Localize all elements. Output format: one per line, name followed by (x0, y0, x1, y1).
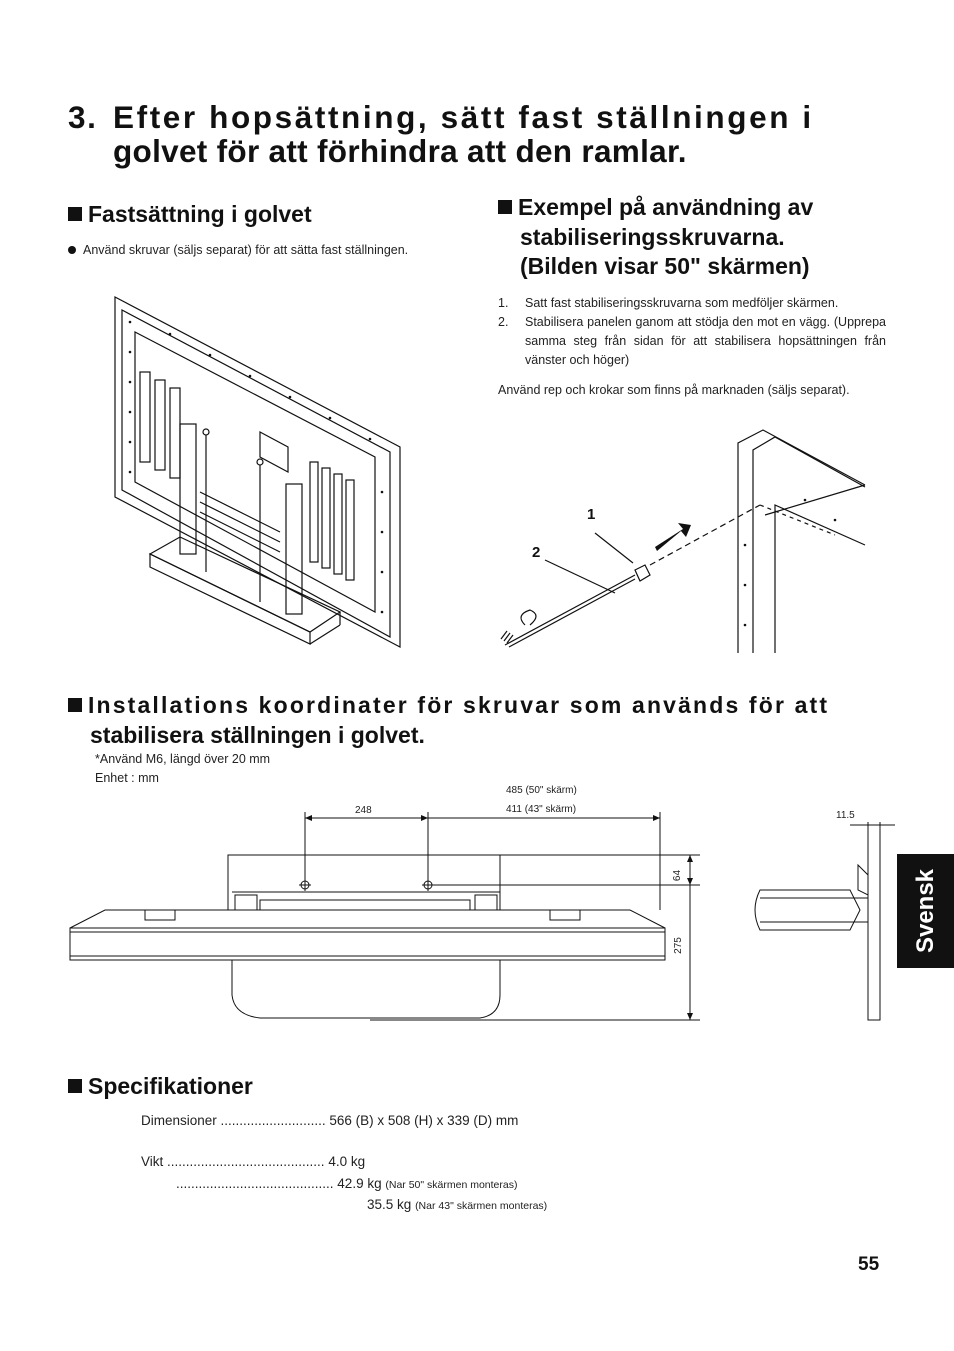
callout-1: 1 (587, 506, 596, 523)
spec-dimensions-row (141, 1113, 518, 1128)
dim-label-11-5: 11.5 (836, 810, 855, 821)
callout-2: 2 (532, 544, 541, 561)
dim-label-485: 485 (50" skärm) (506, 785, 577, 796)
square-bullet-icon (68, 207, 82, 221)
page-number: 55 (858, 1254, 880, 1275)
spec-weight-value: 4.0 kg (328, 1154, 366, 1169)
section-floor-title-text: Fastsättning i golvet (88, 201, 312, 227)
section-example-title (498, 193, 813, 282)
spec-weight-dots: .......................................... (167, 1154, 325, 1169)
heading-number: 3. (68, 99, 98, 135)
square-bullet-icon (68, 1079, 82, 1093)
spec-weight-50-note: (Nar 50" skärmen monteras) (385, 1179, 518, 1191)
spec-weight-43-note: (Nar 43" skärmen monteras) (415, 1200, 548, 1212)
step-number: 1. (498, 296, 509, 310)
dim-label-275: 275 (672, 937, 684, 954)
step-text: Stabilisera panelen ganom att stödja den mot en vägg. (Upprepa samma steg från sidan för att stabilisera hopsättningen från vänster och höger) (525, 315, 886, 367)
example-title-line-3: (Bilden visar 50" skärmen) (520, 253, 810, 279)
section-floor-bullet (68, 241, 468, 260)
spec-dim-value: 566 (B) x 508 (H) x 339 (D) mm (329, 1113, 519, 1128)
language-side-tab-label: Svensk (911, 868, 939, 954)
spec-weight-row (141, 1154, 365, 1169)
section-specs-title (68, 1071, 253, 1101)
installation-dimension-diagram (60, 780, 910, 1025)
spec-weight-50-dots: .......................................... (176, 1176, 334, 1191)
bullet-text: Använd skruvar (säljs separat) för att sätta fast ställningen. (83, 243, 409, 257)
spec-weight-43-row (367, 1197, 547, 1212)
spec-dim-dots: ............................ (220, 1113, 326, 1128)
example-step (498, 294, 886, 313)
spec-weight-43-value: 35.5 kg (367, 1197, 412, 1212)
install-note-screw: *Använd M6, längd över 20 mm (95, 752, 271, 766)
example-title-line-2: stabiliseringsskruvarna. (520, 223, 785, 250)
dim-label-248: 248 (355, 805, 372, 816)
spec-weight-label: Vikt (141, 1154, 164, 1169)
spec-weight-50-row (176, 1176, 517, 1191)
step-text: Satt fast stabiliseringsskruvarna som medföljer skärmen. (525, 296, 839, 310)
spec-dim-label: Dimensioner (141, 1113, 217, 1128)
step-number: 2. (498, 315, 509, 329)
install-note-unit: Enhet : mm (95, 771, 159, 785)
spec-weight-50-value: 42.9 kg (337, 1176, 382, 1191)
install-title-line-1: Installations koordinater för skruvar som används för att (88, 692, 830, 718)
heading-line-1: Efter hopsättning, sätt fast ställningen i (113, 99, 814, 135)
heading-line-2: golvet för att förhindra att den ramlar. (113, 133, 687, 169)
stabilizer-illustration (495, 425, 870, 655)
section-floor-title (68, 199, 312, 229)
example-note: Använd rep och krokar som finns på marknaden (säljs separat). (498, 383, 850, 397)
language-side-tab (897, 854, 954, 968)
section-install-title (68, 690, 888, 750)
specs-title-text: Specifikationer (88, 1073, 253, 1099)
example-step (498, 313, 886, 370)
round-bullet-icon (68, 246, 76, 254)
tv-stand-rear-illustration (110, 292, 410, 652)
square-bullet-icon (68, 698, 82, 712)
install-title-line-2: stabilisera ställningen i golvet. (90, 722, 425, 748)
dim-label-411: 411 (43" skärm) (506, 804, 577, 815)
example-title-line-1: Exempel på användning av (518, 194, 814, 220)
dim-label-64: 64 (672, 869, 684, 882)
square-bullet-icon (498, 200, 512, 214)
example-steps (498, 294, 886, 370)
